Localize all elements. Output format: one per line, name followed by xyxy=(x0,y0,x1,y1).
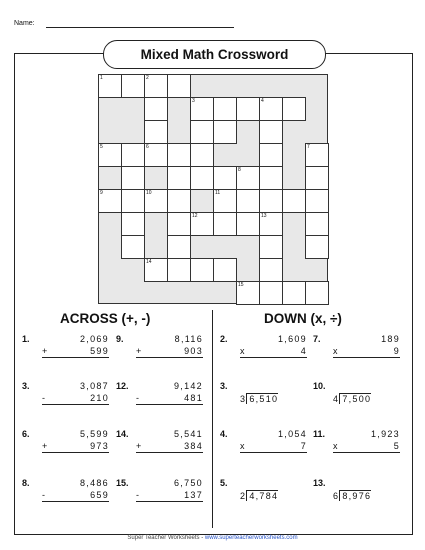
problem xyxy=(313,429,408,459)
clue-number: 6 xyxy=(146,144,149,150)
problem-number: 2. xyxy=(220,334,228,344)
problem-top-operand: 5,541 xyxy=(173,429,203,439)
problem-operator: + xyxy=(42,441,48,451)
problem-number: 14. xyxy=(116,429,129,439)
problem xyxy=(313,478,408,508)
problem-number: 9. xyxy=(116,334,124,344)
problem-top-operand: 2,069 xyxy=(79,334,109,344)
problem xyxy=(22,381,117,411)
footer-link[interactable]: www.superteacherworksheets.com xyxy=(204,535,298,541)
crossword-grid xyxy=(98,74,328,304)
worksheet-title: Mixed Math Crossword xyxy=(103,40,326,69)
crossword-cell[interactable] xyxy=(236,189,260,213)
crossword-cell[interactable] xyxy=(121,235,145,259)
crossword-cell[interactable] xyxy=(213,212,237,236)
crossword-cell[interactable] xyxy=(282,97,306,121)
name-label: Name: xyxy=(14,20,35,27)
problem-bottom-operand: 973 xyxy=(42,441,109,453)
problem-number: 11. xyxy=(313,429,326,439)
problem-bottom-operand: 481 xyxy=(136,393,203,405)
crossword-cell[interactable] xyxy=(167,166,191,190)
problem xyxy=(116,334,211,364)
crossword-cell[interactable] xyxy=(236,212,260,236)
problem-number: 12. xyxy=(116,381,129,391)
problem-bottom-operand: 9 xyxy=(333,346,400,358)
crossword-cell[interactable] xyxy=(190,166,214,190)
crossword-cell[interactable] xyxy=(213,258,237,282)
crossword-cell[interactable] xyxy=(259,166,283,190)
crossword-cell[interactable] xyxy=(259,235,283,259)
crossword-cell[interactable] xyxy=(282,281,306,305)
problem-number: 15. xyxy=(116,478,129,488)
problem-bottom-operand: 4 xyxy=(240,346,307,358)
problem-operator: - xyxy=(136,393,139,403)
crossword-cell[interactable] xyxy=(190,258,214,282)
problem-number: 10. xyxy=(313,381,326,391)
problem-bottom-operand: 5 xyxy=(333,441,400,453)
crossword-cell[interactable] xyxy=(167,189,191,213)
crossword-cell[interactable] xyxy=(282,189,306,213)
clue-number: 2 xyxy=(146,75,149,81)
clue-number: 4 xyxy=(261,98,264,104)
problem-bottom-operand: 903 xyxy=(136,346,203,358)
problem-top-operand: 8,116 xyxy=(174,334,203,344)
problem-operator: + xyxy=(136,441,142,451)
problem-bottom-operand: 7 xyxy=(240,441,307,453)
crossword-cell[interactable] xyxy=(236,97,260,121)
problem xyxy=(22,334,117,364)
problem-dividend: 4,784 xyxy=(246,490,278,501)
crossword-cell[interactable] xyxy=(259,189,283,213)
problem xyxy=(313,381,408,411)
problem-bottom-operand: 599 xyxy=(42,346,109,358)
problem-top-operand: 1,609 xyxy=(277,334,307,344)
problem-top-operand: 9,142 xyxy=(173,381,203,391)
crossword-cell[interactable] xyxy=(121,166,145,190)
footer-text: Super Teacher Worksheets - xyxy=(127,535,205,541)
clue-number: 3 xyxy=(192,98,195,104)
problem-number: 6. xyxy=(22,429,30,439)
clue-number: 1 xyxy=(100,75,103,81)
problem-bottom-operand: 210 xyxy=(42,393,109,405)
clue-number: 12 xyxy=(192,213,198,219)
problem-bottom-operand: 384 xyxy=(136,441,203,453)
clue-number: 7 xyxy=(307,144,310,150)
clue-number: 14 xyxy=(146,259,152,265)
clue-number: 11 xyxy=(215,190,221,196)
crossword-cell[interactable] xyxy=(167,143,191,167)
crossword-cell[interactable] xyxy=(259,258,283,282)
crossword-cell[interactable] xyxy=(144,120,168,144)
problem-divisor: 6 xyxy=(333,491,340,501)
problem-top-operand: 5,599 xyxy=(79,429,109,439)
clue-number: 10 xyxy=(146,190,152,196)
crossword-cell[interactable] xyxy=(121,189,145,213)
crossword-cell[interactable] xyxy=(259,143,283,167)
problem-top-operand: 1,054 xyxy=(277,429,307,439)
problem-number: 3. xyxy=(22,381,30,391)
crossword-cell[interactable] xyxy=(305,281,329,305)
long-division xyxy=(240,490,278,501)
crossword-cell[interactable] xyxy=(213,97,237,121)
problem-top-operand: 3,087 xyxy=(79,381,109,391)
name-line[interactable] xyxy=(46,27,234,28)
problem-operator: x xyxy=(240,346,245,356)
problem-dividend: 6,510 xyxy=(246,393,278,404)
problem-top-operand: 6,750 xyxy=(173,478,203,488)
crossword-cell[interactable] xyxy=(305,166,329,190)
problem-divisor: 3 xyxy=(240,394,247,404)
problem-number: 3. xyxy=(220,381,228,391)
problem xyxy=(313,334,408,364)
problem-number: 5. xyxy=(220,478,228,488)
crossword-cell[interactable] xyxy=(144,97,168,121)
problem xyxy=(220,429,315,459)
clue-number: 9 xyxy=(100,190,103,196)
problem-operator: + xyxy=(136,346,142,356)
long-division xyxy=(333,490,371,501)
crossword-cell[interactable] xyxy=(167,235,191,259)
crossword-cell[interactable] xyxy=(305,189,329,213)
across-heading: ACROSS (+, -) xyxy=(60,311,151,326)
problem-operator: - xyxy=(42,393,45,403)
problem xyxy=(220,381,315,411)
column-divider xyxy=(212,310,213,528)
problem-top-operand: 8,486 xyxy=(79,478,109,488)
crossword-cell[interactable] xyxy=(190,120,214,144)
problem-dividend: 7,500 xyxy=(339,393,371,404)
crossword-cell[interactable] xyxy=(213,166,237,190)
problem-operator: x xyxy=(240,441,245,451)
clue-number: 5 xyxy=(100,144,103,150)
crossword-cell[interactable] xyxy=(121,212,145,236)
problem xyxy=(220,334,315,364)
crossword-cell[interactable] xyxy=(259,120,283,144)
crossword-cell[interactable] xyxy=(213,120,237,144)
problem-number: 7. xyxy=(313,334,321,344)
problem xyxy=(22,478,117,508)
problem xyxy=(116,381,211,411)
problem-operator: - xyxy=(42,490,45,500)
problem xyxy=(116,478,211,508)
problem-number: 8. xyxy=(22,478,30,488)
crossword-cell[interactable] xyxy=(190,143,214,167)
clue-number: 8 xyxy=(238,167,241,173)
clue-number: 13 xyxy=(261,213,267,219)
problem-bottom-operand: 137 xyxy=(136,490,203,502)
problem-divisor: 4 xyxy=(333,394,340,404)
footer xyxy=(0,535,425,541)
problem-dividend: 8,976 xyxy=(339,490,371,501)
crossword-cell[interactable] xyxy=(305,235,329,259)
problem-number: 13. xyxy=(313,478,326,488)
crossword-cell[interactable] xyxy=(167,74,191,98)
clue-number: 15 xyxy=(238,282,244,288)
problem xyxy=(116,429,211,459)
crossword-cell[interactable] xyxy=(121,143,145,167)
crossword-cell[interactable] xyxy=(167,212,191,236)
problem-divisor: 2 xyxy=(240,491,247,501)
problem-operator: x xyxy=(333,441,338,451)
problem-operator: x xyxy=(333,346,338,356)
problem-operator: + xyxy=(42,346,48,356)
problem-number: 4. xyxy=(220,429,228,439)
long-division xyxy=(333,393,371,404)
long-division xyxy=(240,393,278,404)
crossword-cell[interactable] xyxy=(259,281,283,305)
problem-top-operand: 189 xyxy=(381,334,400,344)
problem xyxy=(22,429,117,459)
crossword-cell[interactable] xyxy=(305,212,329,236)
problem-operator: - xyxy=(136,490,139,500)
crossword-cell[interactable] xyxy=(121,74,145,98)
problem xyxy=(220,478,315,508)
problem-bottom-operand: 659 xyxy=(42,490,109,502)
down-heading: DOWN (x, ÷) xyxy=(264,311,342,326)
problem-top-operand: 1,923 xyxy=(370,429,400,439)
problem-number: 1. xyxy=(22,334,30,344)
crossword-cell[interactable] xyxy=(167,258,191,282)
